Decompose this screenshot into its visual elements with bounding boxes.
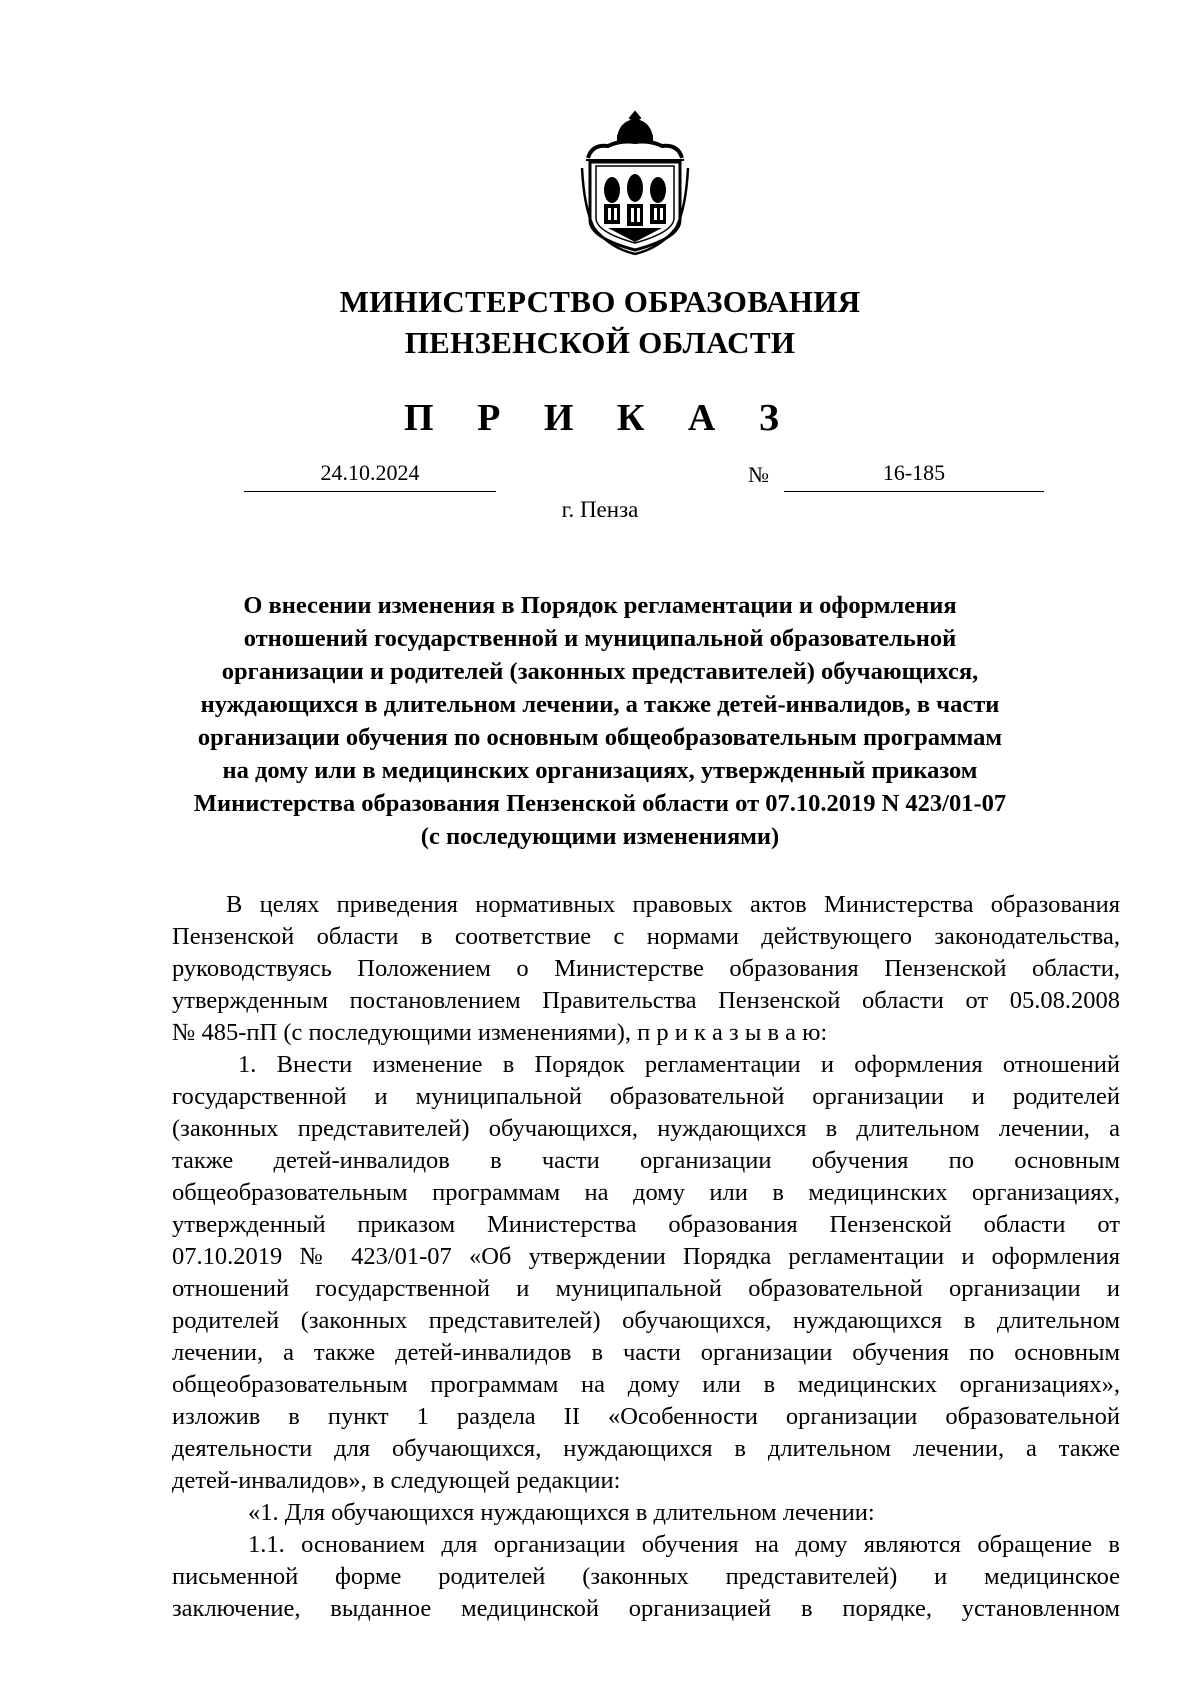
subject-line: О внесении изменения в Порядок регламентации и оформления [243, 592, 957, 619]
body-line: также детей-инвалидов в части организации обучения по основным [172, 1147, 1120, 1174]
body-line: «1. Для обучающихся нуждающихся в длительном лечении: [248, 1499, 875, 1526]
body-line: общеобразовательным программам на дому или в медицинских организациях», [172, 1371, 1120, 1398]
ministry-name-line-1: МИНИСТЕРСТВО ОБРАЗОВАНИЯ [339, 284, 861, 319]
body-line: письменной форме родителей (законных представителей) и медицинское [172, 1563, 1120, 1590]
body-line: заключение, выданное медицинской организацией в порядке, установленном [172, 1595, 1120, 1622]
order-date: 24.10.2024 [244, 458, 496, 492]
ministry-name [0, 281, 1200, 363]
body-line: утвержденным постановлением Правительства Пензенской области от 05.08.2008 [172, 987, 1120, 1014]
ministry-name-line-2: ПЕНЗЕНСКОЙ ОБЛАСТИ [404, 325, 796, 360]
subject-line: организации и родителей (законных представителей) обучающихся, [221, 658, 979, 685]
subject-line: (с последующими изменениями) [420, 823, 780, 850]
body-line: 07.10.2019 № 423/01-07 «Об утверждении Порядка регламентации и оформления [172, 1243, 1120, 1270]
subject-line: нуждающихся в длительном лечении, а также детей-инвалидов, в части [200, 691, 1000, 718]
subject-line: организации обучения по основным общеобразовательным программам [197, 724, 1003, 751]
subject-line: отношений государственной и муниципальной образовательной [243, 625, 957, 652]
order-subject [160, 589, 1040, 853]
subject-line: Министерства образования Пензенской области от 07.10.2019 N 423/01-07 [193, 790, 1007, 817]
city-name: г. Пенза [561, 497, 639, 522]
body-line: утвержденный приказом Министерства образования Пензенской области от [172, 1211, 1120, 1238]
number-sign: № [748, 462, 769, 487]
body-line: изложив в пункт 1 раздела II «Особенности организации образовательной [172, 1403, 1120, 1430]
order-number: 16-185 [784, 458, 1044, 492]
body-line: отношений государственной и муниципальной образовательной организации и [172, 1275, 1120, 1302]
body-line: Пензенской области в соответствие с нормами действующего законодательства, [172, 923, 1120, 950]
body-line: 1. Внести изменение в Порядок регламентации и оформления отношений [238, 1051, 1120, 1078]
body-line: В целях приведения нормативных правовых актов Министерства образования [226, 891, 1120, 918]
body-line: деятельности для обучающихся, нуждающихся в длительном лечении, а также [172, 1435, 1120, 1462]
body-line: детей-инвалидов», в следующей редакции: [172, 1467, 621, 1494]
body-line: лечении, а также детей-инвалидов в части организации обучения по основным [172, 1339, 1120, 1366]
subject-line: на дому или в медицинских организациях, утвержденный приказом [222, 757, 978, 784]
document-type-heading: П Р И К А З [404, 397, 796, 439]
body-line: государственной и муниципальной образовательной организации и родителей [172, 1083, 1120, 1110]
body-line: (законных представителей) обучающихся, нуждающихся в длительном лечении, а [172, 1115, 1120, 1142]
body-line: 1.1. основанием для организации обучения на дому являются обращение в [248, 1531, 1120, 1558]
body-line: руководствуясь Положением о Министерстве образования Пензенской области, [172, 955, 1120, 982]
order-body [172, 889, 1120, 1625]
penza-region-coat-of-arms-icon [580, 108, 690, 256]
body-line: № 485-пП (с последующими изменениями), п р и к а з ы в а ю: [172, 1019, 828, 1046]
body-line: родителей (законных представителей) обучающихся, нуждающихся в длительном [172, 1307, 1120, 1334]
body-line: общеобразовательным программам на дому или в медицинских организациях, [172, 1179, 1120, 1206]
